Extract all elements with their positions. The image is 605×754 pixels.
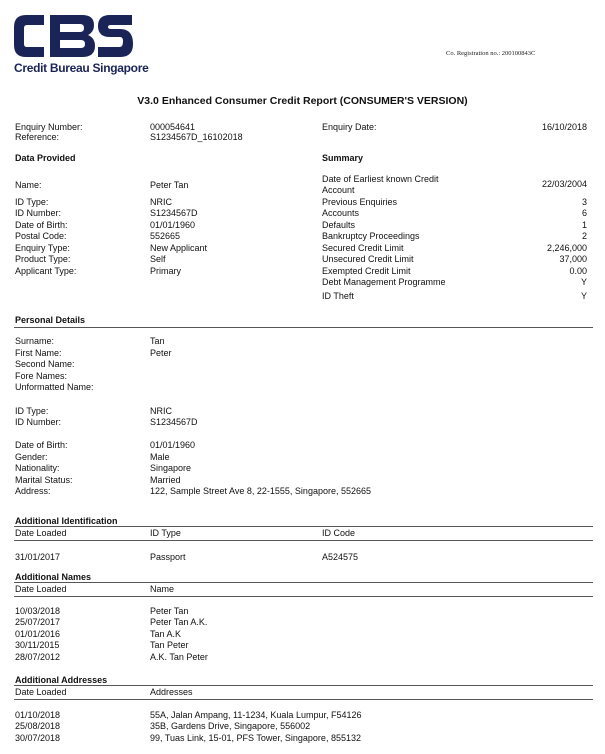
an-row-name: Peter Tan — [150, 606, 189, 616]
summary-row-label: Previous Enquiries — [322, 197, 398, 207]
summary-earliest-label-1: Date of Earliest known Credit — [322, 174, 439, 184]
company-registration: Co. Registration no.: 200100843C — [446, 50, 536, 57]
logo-subtitle: Credit Bureau Singapore — [14, 61, 149, 75]
pd-first-name-value: Peter — [150, 348, 172, 358]
summary-row-label: Debt Management Programme — [322, 277, 446, 287]
header-divider — [14, 540, 593, 541]
summary-row-value: 1 — [581, 220, 587, 230]
enquiry-date-value: 16/10/2018 — [541, 122, 587, 132]
summary-row-label: Bankruptcy Proceedings — [322, 231, 420, 241]
dp-applicant-type-label: Applicant Type: — [15, 266, 77, 276]
dp-dob-value: 01/01/1960 — [150, 220, 196, 230]
pd-unformatted-name-label: Unformatted Name: — [15, 382, 94, 392]
pd-id-number-value: S1234567D — [150, 417, 198, 427]
summary-earliest-value: 22/03/2004 — [541, 179, 587, 189]
pd-fore-names-label: Fore Names: — [15, 371, 68, 381]
summary-row-label: Secured Credit Limit — [322, 243, 404, 253]
aa-row-address: 99, Tuas Link, 15-01, PFS Tower, Singapore, 855132 — [150, 733, 361, 743]
pd-dob-label: Date of Birth: — [15, 440, 68, 450]
dp-name-label: Name: — [15, 180, 42, 190]
pd-address-label: Address: — [15, 486, 51, 496]
an-row-date: 10/03/2018 — [15, 606, 61, 616]
summary-row-label: Unsecured Credit Limit — [322, 254, 414, 264]
summary-row-value: 6 — [581, 208, 587, 218]
ai-row-id-type: Passport — [150, 552, 186, 562]
summary-row-label: Exempted Credit Limit — [322, 266, 411, 276]
pd-surname-label: Surname: — [15, 336, 55, 346]
pd-gender-value: Male — [150, 452, 170, 462]
ai-col-date-loaded: Date Loaded — [15, 528, 67, 538]
data-provided-heading: Data Provided — [15, 153, 76, 163]
aa-col-addresses: Addresses — [150, 687, 193, 697]
enquiry-number-value: 000054641 — [150, 122, 196, 132]
summary-heading: Summary — [322, 153, 364, 163]
aa-row-address: 35B, Gardens Drive, Singapore, 556002 — [150, 721, 311, 731]
summary-row-value: 0.00 — [569, 266, 587, 276]
aa-col-date-loaded: Date Loaded — [15, 687, 67, 697]
dp-applicant-type-value: Primary — [150, 266, 181, 276]
dp-postal-value: 552665 — [150, 231, 181, 241]
an-row-name: Peter Tan A.K. — [150, 617, 208, 627]
summary-row-value: 2 — [581, 231, 587, 241]
summary-row-label: Accounts — [322, 208, 360, 218]
an-row-date: 25/07/2017 — [15, 617, 61, 627]
dp-product-type-value: Self — [150, 254, 166, 264]
an-row-date: 28/07/2012 — [15, 652, 61, 662]
reference-label: Reference: — [15, 132, 60, 142]
dp-id-number-label: ID Number: — [15, 208, 62, 218]
pd-second-name-label: Second Name: — [15, 359, 75, 369]
ai-row-date: 31/01/2017 — [15, 552, 61, 562]
an-row-date: 01/01/2016 — [15, 629, 61, 639]
summary-row-value: 2,246,000 — [546, 243, 587, 253]
an-row-name: A.K. Tan Peter — [150, 652, 208, 662]
ai-col-id-type: ID Type — [150, 528, 181, 538]
summary-id-theft-value: Y — [580, 291, 587, 301]
section-divider — [14, 327, 593, 328]
additional-identification-heading: Additional Identification — [15, 516, 118, 526]
dp-id-type-value: NRIC — [150, 197, 172, 207]
header-divider — [14, 596, 593, 597]
section-divider — [14, 526, 593, 527]
summary-row-label: Defaults — [322, 220, 356, 230]
pd-nationality-label: Nationality: — [15, 463, 60, 473]
dp-name-value: Peter Tan — [150, 180, 189, 190]
header-divider — [14, 699, 593, 700]
enquiry-date-label: Enquiry Date: — [322, 122, 377, 132]
an-col-name: Name — [150, 584, 175, 594]
pd-address-value: 122, Sample Street Ave 8, 22-1555, Singapore, 552665 — [150, 486, 371, 496]
cbs-logo-graphic — [12, 12, 134, 60]
summary-id-theft-label: ID Theft — [322, 291, 354, 301]
pd-first-name-label: First Name: — [15, 348, 62, 358]
dp-enquiry-type-label: Enquiry Type: — [15, 243, 70, 253]
reference-value: S1234567D_16102018 — [150, 132, 243, 142]
dp-postal-label: Postal Code: — [15, 231, 67, 241]
pd-id-type-value: NRIC — [150, 406, 172, 416]
dp-enquiry-type-value: New Applicant — [150, 243, 208, 253]
summary-row-value: Y — [580, 277, 587, 287]
an-row-name: Tan A.K — [150, 629, 182, 639]
pd-surname-value: Tan — [150, 336, 165, 346]
personal-details-heading: Personal Details — [15, 315, 86, 325]
section-divider — [14, 685, 593, 686]
summary-earliest-label-2: Account — [322, 185, 355, 195]
pd-id-number-label: ID Number: — [15, 417, 62, 427]
enquiry-number-label: Enquiry Number: — [15, 122, 83, 132]
dp-dob-label: Date of Birth: — [15, 220, 68, 230]
pd-marital-status-label: Marital Status: — [15, 475, 73, 485]
an-col-date-loaded: Date Loaded — [15, 584, 67, 594]
dp-id-type-label: ID Type: — [15, 197, 49, 207]
ai-col-id-code: ID Code — [322, 528, 356, 538]
additional-names-heading: Additional Names — [15, 572, 92, 582]
pd-id-type-label: ID Type: — [15, 406, 49, 416]
dp-id-number-value: S1234567D — [150, 208, 198, 218]
an-row-name: Tan Peter — [150, 640, 189, 650]
aa-row-date: 01/10/2018 — [15, 710, 61, 720]
aa-row-date: 30/07/2018 — [15, 733, 61, 743]
aa-row-address: 55A, Jalan Ampang, 11-1234, Kuala Lumpur, F54126 — [150, 710, 362, 720]
pd-gender-label: Gender: — [15, 452, 48, 462]
pd-dob-value: 01/01/1960 — [150, 440, 196, 450]
section-divider — [14, 582, 593, 583]
pd-marital-status-value: Married — [150, 475, 181, 485]
dp-product-type-label: Product Type: — [15, 254, 71, 264]
an-row-date: 30/11/2015 — [15, 640, 60, 650]
aa-row-date: 25/08/2018 — [15, 721, 61, 731]
summary-row-value: 3 — [581, 197, 587, 207]
pd-nationality-value: Singapore — [150, 463, 192, 473]
summary-row-value: 37,000 — [559, 254, 587, 264]
additional-addresses-heading: Additional Addresses — [15, 675, 108, 685]
ai-row-id-code: A524575 — [322, 552, 359, 562]
report-title: V3.0 Enhanced Consumer Credit Report (CONSUMER'S VERSION) — [137, 95, 468, 107]
